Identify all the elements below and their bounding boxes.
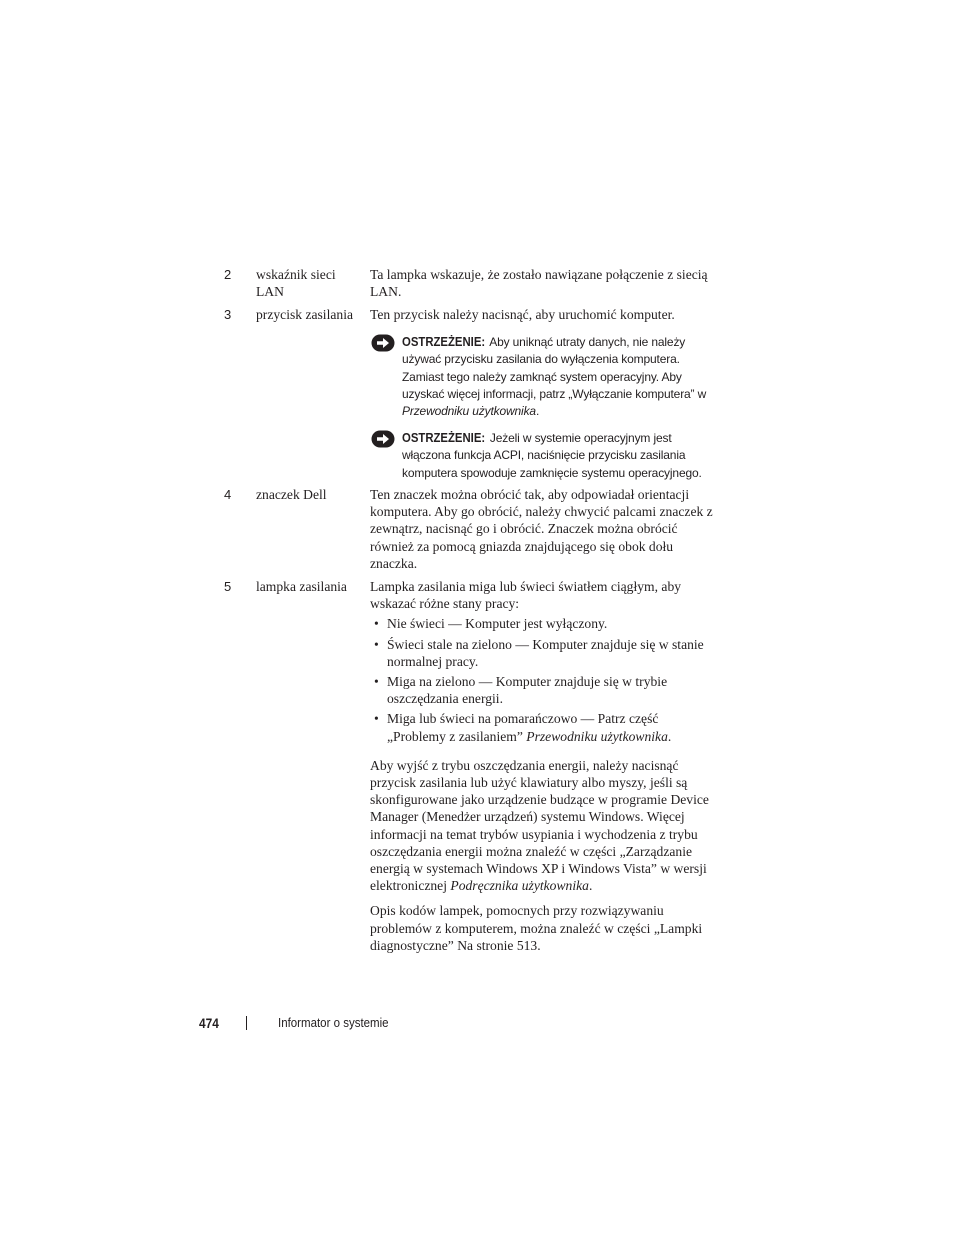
item-term: wskaźnik sieci LAN — [256, 267, 336, 300]
list-item — [370, 673, 716, 707]
list-item-text: Miga na zielono — Komputer znajduje się w trybie oszczędzania energii. — [387, 674, 668, 707]
item-description — [370, 266, 716, 300]
warning-text: Aby uniknąć utraty danych, nie należy używać przycisku zasilania do wyłączenia komputera. Zamiast tego należy zamknąć system operacyjny. Aby uzyskać więcej informacji, patrz „Wyłączanie komputera” w — [402, 335, 707, 401]
warning-notice — [370, 429, 716, 482]
notice-arrow-icon — [371, 430, 395, 448]
punctuation: . — [535, 404, 540, 419]
punctuation: . — [588, 878, 593, 894]
warning-notice — [370, 333, 716, 420]
guide-reference: Przewodniku użytkownika — [402, 404, 536, 419]
item-description — [370, 306, 716, 482]
paragraph — [370, 757, 716, 895]
list-item-text: Świeci stale na zielono — Komputer znajduje się w stanie normalnej pracy. — [387, 636, 704, 669]
punctuation: . — [667, 728, 672, 744]
paragraph-text: Aby wyjść z trybu oszczędzania energii, należy nacisnąć przycisk zasilania lub użyć klawiatury albo myszy, jeśli są skonfigurowane jako urządzenie budzące w programie Device Manager (Menedżer urządzeń) systemu Windows. Więcej informacji na temat trybów usypiania i wychodzenia z trybu oszczędzania energii można znaleźć w części „Zarządzanie energią w systemach Windows XP i Windows Vista” w wersji elektronicznej — [370, 757, 709, 894]
list-item-text: Miga lub świeci na pomarańczowo — Patrz część „Problemy z zasilaniem” — [387, 711, 659, 744]
warning-text: Jeżeli w systemie operacyjnym jest włączona funkcja ACPI, naciśnięcie przycisku zasilania komputera spowoduje zamknięcie systemu operacyjnego. — [402, 431, 702, 480]
footer-divider — [246, 1016, 247, 1030]
item-number: 3 — [224, 307, 232, 322]
item-description — [370, 486, 716, 572]
paragraph-text: Opis kodów lampek, pomocnych przy rozwiązywaniu problemów z komputerem, można znaleźć w części „Lampki diagnostyczne” Na stronie 513. — [370, 903, 703, 953]
list-item — [370, 710, 716, 744]
description-text: Lampka zasilania miga lub świeci światłem ciągłym, aby wskazać różne stany pracy: — [370, 579, 682, 612]
item-term: lampka zasilania — [256, 579, 347, 594]
item-number: 5 — [224, 579, 232, 594]
notice-arrow-icon — [371, 334, 395, 352]
status-list — [370, 615, 716, 744]
description-text: Ta lampka wskazuje, że zostało nawiązane połączenie z siecią LAN. — [370, 267, 708, 300]
item-term: znaczek Dell — [256, 487, 327, 502]
guide-reference: Przewodniku użytkownika — [526, 728, 668, 744]
warning-label: OSTRZEŻENIE: — [402, 430, 486, 446]
list-item — [370, 615, 716, 632]
item-term: przycisk zasilania — [256, 307, 354, 322]
paragraph — [370, 902, 716, 954]
item-number: 2 — [224, 267, 232, 282]
guide-reference: Podręcznika użytkownika — [450, 878, 589, 894]
page-number: 474 — [199, 1015, 219, 1031]
description-text: Ten znaczek można obrócić tak, aby odpowiadał orientacji komputera. Aby go obrócić, należy chwycić palcami znaczek z zewnątrz, nacisnąć go i obrócić. Znaczek można obrócić również za pomocą gniazda znajdującego się obok dołu znaczka. — [370, 487, 713, 571]
section-title: Informator o systemie — [278, 1016, 389, 1030]
warning-label: OSTRZEŻENIE: — [402, 334, 486, 350]
item-description — [370, 578, 716, 954]
list-item-text: Nie świeci — Komputer jest wyłączony. — [387, 616, 608, 632]
item-number: 4 — [224, 487, 232, 502]
list-item — [370, 636, 716, 670]
description-text: Ten przycisk należy nacisnąć, aby uruchomić komputer. — [370, 307, 675, 322]
